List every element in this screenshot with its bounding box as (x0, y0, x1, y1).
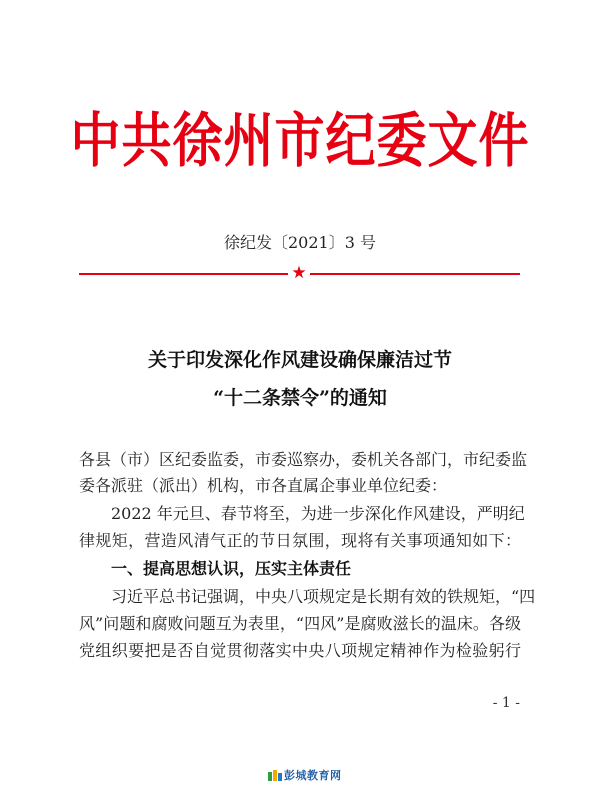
star-icon: ★ (291, 263, 307, 283)
section-1-heading: 一、提高思想认识，压实主体责任 (111, 559, 352, 578)
document-number: 徐纪发〔2021〕3 号 (224, 233, 376, 252)
red-divider-left (79, 273, 288, 275)
red-divider-right (310, 273, 520, 275)
document-header-title: 中共徐州市纪委文件 (70, 105, 530, 176)
paragraph-1-line-2: 律规矩，营造风清气正的节日氛围，现将有关事项通知如下： (79, 531, 521, 550)
paragraph-2-line-3: 党组织要把是否自觉贯彻落实中央八项规定精神作为检验躬行 (79, 641, 521, 660)
notice-title-line-2: “十二条禁令”的通知 (213, 387, 387, 409)
notice-title-line-1: 关于印发深化作风建设确保廉洁过节 (147, 349, 452, 371)
paragraph-2-line-1: 习近平总书记强调，中央八项规定是长期有效的铁规矩，“四 (111, 587, 536, 606)
recipients-line-1: 各县（市）区纪委监委，市委巡察办，委机关各部门，市纪委监 (79, 450, 528, 469)
page-number: - 1 - (492, 695, 520, 711)
watermark (268, 768, 342, 782)
recipients-line-2: 委各派驻（派出）机构，市各直属企事业单位纪委： (79, 476, 448, 495)
paragraph-1-line-1: 2022 年元旦、春节将至，为进一步深化作风建设，严明纪 (111, 504, 525, 523)
paragraph-2-line-2: 风”问题和腐败问题互为表里，“四风”是腐败滋长的温床。各级 (79, 614, 521, 633)
watermark-logo-icon (268, 770, 282, 781)
watermark-text: 彭城教育网 (284, 769, 342, 782)
